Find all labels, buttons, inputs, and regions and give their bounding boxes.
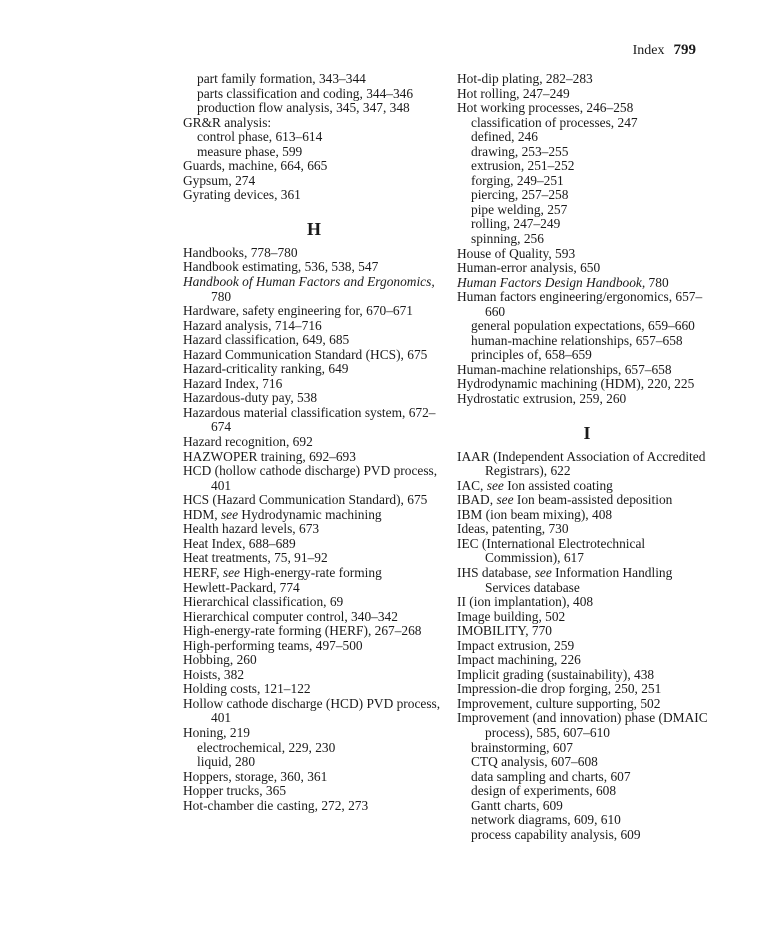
entry-text: IHS database,: [457, 564, 535, 580]
index-entry: [457, 566, 717, 595]
entry-text: forging, 249–251: [471, 172, 564, 188]
index-entry: [183, 639, 445, 654]
entry-text: IEC (International Electrotechnical Commission), 617: [457, 535, 649, 566]
index-entry: [183, 726, 445, 741]
index-entry: [183, 624, 445, 639]
index-entry: [457, 668, 717, 683]
index-entry: [457, 72, 717, 87]
index-subentry: [183, 130, 445, 145]
index-subentry: [457, 232, 717, 247]
index-column-right: [457, 72, 717, 842]
index-subentry: [457, 130, 717, 145]
index-entry: [457, 508, 717, 523]
header-label: Index: [632, 43, 665, 58]
entry-text: HAZWOPER training, 692–693: [183, 448, 356, 464]
index-entry: [183, 566, 445, 581]
index-subentry: [183, 87, 445, 102]
entry-text: spinning, 256: [471, 231, 544, 247]
entry-text: Hoists, 382: [183, 666, 245, 682]
index-subentry: [457, 770, 717, 785]
entry-text: Hoppers, storage, 360, 361: [183, 768, 328, 784]
index-entry: [457, 290, 717, 319]
entry-text: general population expectations, 659–660: [471, 318, 695, 334]
index-entry: [183, 464, 445, 493]
index-subentry: [183, 755, 445, 770]
entry-text: brainstorming, 607: [471, 739, 573, 755]
index-entry: [457, 682, 717, 697]
entry-text: Information Handling Services database: [485, 564, 676, 595]
index-entry: [183, 406, 445, 435]
entry-text: Impact extrusion, 259: [457, 637, 575, 653]
index-entry: [457, 639, 717, 654]
index-subentry: [457, 217, 717, 232]
entry-text: measure phase, 599: [197, 143, 303, 159]
index-entry: [183, 304, 445, 319]
index-entry: [183, 784, 445, 799]
entry-text: Hydrostatic extrusion, 259, 260: [457, 391, 627, 407]
index-subentry: [457, 174, 717, 189]
index-subentry: [457, 188, 717, 203]
entry-text: see: [496, 492, 514, 508]
index-entry: [183, 551, 445, 566]
entry-text: IAAR (Independent Association of Accredited Registrars), 622: [457, 448, 709, 479]
entry-text: defined, 246: [471, 129, 538, 145]
index-subentry: [457, 741, 717, 756]
index-entry: [183, 116, 445, 131]
entry-text: extrusion, 251–252: [471, 158, 575, 174]
entry-text: part family formation, 343–344: [197, 71, 366, 86]
entry-text: design of experiments, 608: [471, 783, 617, 799]
index-entry: [183, 188, 445, 203]
index-entry: [457, 522, 717, 537]
index-entry: [183, 246, 445, 261]
index-entry: [183, 493, 445, 508]
entry-text: HCD (hollow cathode discharge) PVD process, 401: [183, 463, 441, 493]
index-entry: [457, 247, 717, 262]
entry-text: see: [222, 564, 240, 580]
entry-text: Human-error analysis, 650: [457, 260, 601, 276]
entry-text: Gypsum, 274: [183, 172, 256, 188]
index-entry: [457, 711, 717, 740]
entry-text: Hazard analysis, 714–716: [183, 317, 322, 333]
index-entry: [183, 275, 445, 304]
index-entry: [457, 363, 717, 378]
index-entry: [183, 174, 445, 189]
entry-text: Human Factors Design Handbook,: [457, 274, 646, 290]
entry-text: Hopper trucks, 365: [183, 783, 287, 799]
entry-text: Gyrating devices, 361: [183, 187, 301, 203]
index-entry: [457, 610, 717, 625]
entry-text: 780: [645, 274, 669, 290]
entry-text: Ideas, patenting, 730: [457, 521, 569, 537]
index-entry: [183, 682, 445, 697]
index-entry: [183, 348, 445, 363]
entry-text: IMOBILITY, 770: [457, 623, 552, 639]
entry-text: Hierarchical computer control, 340–342: [183, 608, 398, 624]
entry-text: piercing, 257–258: [471, 187, 569, 203]
page-number: 799: [673, 42, 696, 58]
index-entry: [457, 697, 717, 712]
entry-text: drawing, 253–255: [471, 143, 569, 159]
index-subentry: [183, 72, 445, 87]
entry-text: Hazard Index, 716: [183, 375, 283, 391]
entry-text: IBAD,: [457, 492, 497, 508]
entry-text: classification of processes, 247: [471, 114, 638, 130]
entry-text: Impression-die drop forging, 250, 251: [457, 681, 662, 697]
entry-text: Hierarchical classification, 69: [183, 594, 344, 610]
entry-text: HDM,: [183, 506, 221, 522]
index-subentry: [183, 741, 445, 756]
index-subentry: [457, 145, 717, 160]
index-entry: [183, 770, 445, 785]
entry-text: II (ion implantation), 408: [457, 594, 594, 610]
index-subentry: [457, 813, 717, 828]
index-entry: [183, 595, 445, 610]
entry-text: House of Quality, 593: [457, 245, 576, 261]
entry-text: see: [534, 564, 552, 580]
index-subentry: [457, 784, 717, 799]
entry-text: Hazard recognition, 692: [183, 434, 313, 450]
index-entry: [183, 522, 445, 537]
entry-text: Hot-chamber die casting, 272, 273: [183, 797, 369, 813]
entry-text: Hydrodynamic machining (HDM), 220, 225: [457, 376, 695, 392]
entry-text: Impact machining, 226: [457, 652, 581, 668]
entry-text: pipe welding, 257: [471, 201, 568, 217]
entry-text: Handbook estimating, 536, 538, 547: [183, 259, 379, 275]
index-entry: [457, 537, 717, 566]
index-entry: [183, 260, 445, 275]
entry-text: control phase, 613–614: [197, 129, 323, 145]
entry-text: Handbooks, 778–780: [183, 244, 298, 260]
index-subentry: [457, 828, 717, 843]
index-subentry: [183, 101, 445, 116]
index-subentry: [457, 319, 717, 334]
entry-text: High-performing teams, 497–500: [183, 637, 363, 653]
entry-text: Improvement, culture supporting, 502: [457, 695, 661, 711]
entry-text: Improvement (and innovation) phase (DMAIC process), 585, 607–610: [457, 710, 712, 740]
index-entry: [457, 101, 717, 116]
index-entry: [457, 653, 717, 668]
entry-text: Hot rolling, 247–249: [457, 85, 570, 101]
index-entry: [183, 450, 445, 465]
index-subentry: [457, 159, 717, 174]
running-header: [633, 40, 696, 61]
entry-text: IAC,: [457, 477, 487, 493]
entry-text: Human factors engineering/ergonomics, 657–660: [457, 289, 703, 319]
entry-text: 780: [211, 274, 439, 304]
entry-text: IBM (ion beam mixing), 408: [457, 506, 613, 522]
index-entry: [183, 610, 445, 625]
entry-text: Hazard-criticality ranking, 649: [183, 361, 349, 377]
entry-text: HERF,: [183, 564, 223, 580]
index-entry: [183, 653, 445, 668]
index-entry: [457, 450, 717, 479]
index-entry: [457, 624, 717, 639]
entry-text: electrochemical, 229, 230: [197, 739, 336, 755]
entry-text: Hollow cathode discharge (HCD) PVD process, 401: [183, 695, 444, 726]
index-entry: [183, 333, 445, 348]
index-entry: [183, 391, 445, 406]
entry-text: liquid, 280: [197, 754, 256, 770]
index-entry: [183, 799, 445, 814]
index-subentry: [457, 116, 717, 131]
entry-text: Hobbing, 260: [183, 652, 257, 668]
entry-text: Ion beam-assisted deposition: [513, 492, 673, 508]
entry-text: Honing, 219: [183, 724, 250, 740]
entry-text: Hot working processes, 246–258: [457, 100, 634, 116]
index-entry: [183, 435, 445, 450]
entry-text: production flow analysis, 345, 347, 348: [197, 100, 410, 116]
index-entry: [183, 377, 445, 392]
section-letter-heading: I: [583, 422, 591, 443]
entry-text: Holding costs, 121–122: [183, 681, 311, 697]
entry-text: Health hazard levels, 673: [183, 521, 320, 537]
index-subentry: [183, 145, 445, 160]
section-letter-heading: H: [306, 218, 321, 239]
index-entry: [457, 392, 717, 407]
entry-text: GR&R analysis:: [183, 114, 272, 130]
entry-text: Hazard Communication Standard (HCS), 675: [183, 346, 428, 362]
entry-text: Implicit grading (sustainability), 438: [457, 666, 655, 682]
entry-text: parts classification and coding, 344–346: [197, 85, 414, 101]
index-entry: [457, 377, 717, 392]
entry-text: principles of, 658–659: [471, 347, 592, 363]
entry-text: Handbook of Human Factors and Ergonomics,: [183, 274, 435, 290]
index-subentry: [457, 348, 717, 363]
entry-text: Heat Index, 688–689: [183, 535, 296, 551]
index-entry: [457, 87, 717, 102]
index-subentry: [457, 203, 717, 218]
index-entry: [457, 276, 717, 291]
index-entry: [183, 159, 445, 174]
entry-text: Heat treatments, 75, 91–92: [183, 550, 328, 566]
entry-text: CTQ analysis, 607–608: [471, 754, 598, 770]
index-column-left: [183, 72, 445, 813]
entry-text: HCS (Hazard Communication Standard), 675: [183, 492, 428, 508]
entry-text: Guards, machine, 664, 665: [183, 158, 328, 174]
entry-text: human-machine relationships, 657–658: [471, 332, 683, 348]
index-entry: [457, 595, 717, 610]
entry-text: network diagrams, 609, 610: [471, 812, 621, 828]
entry-text: Image building, 502: [457, 608, 566, 624]
index-entry: [457, 493, 717, 508]
entry-text: Ion assisted coating: [503, 477, 613, 493]
index-subentry: [457, 755, 717, 770]
index-entry: [183, 537, 445, 552]
entry-text: process capability analysis, 609: [471, 826, 641, 842]
entry-text: Hydrodynamic machining: [238, 506, 382, 522]
entry-text: Hot-dip plating, 282–283: [457, 71, 593, 86]
entry-text: data sampling and charts, 607: [471, 768, 631, 784]
index-entry: [183, 697, 445, 726]
index-entry: [183, 668, 445, 683]
entry-text: rolling, 247–249: [471, 216, 561, 232]
entry-text: Hazardous material classification system, 672–674: [183, 404, 436, 435]
index-subentry: [457, 334, 717, 349]
index-entry: [457, 479, 717, 494]
entry-text: see: [486, 477, 504, 493]
entry-text: High-energy-rate forming: [239, 564, 382, 580]
entry-text: Gantt charts, 609: [471, 797, 563, 813]
index-entry: [183, 581, 445, 596]
entry-text: Hazardous-duty pay, 538: [183, 390, 318, 406]
index-entry: [183, 319, 445, 334]
entry-text: Hazard classification, 649, 685: [183, 332, 350, 348]
index-entry: [183, 508, 445, 523]
entry-text: Hewlett-Packard, 774: [183, 579, 300, 595]
entry-text: High-energy-rate forming (HERF), 267–268: [183, 623, 422, 639]
entry-text: Hardware, safety engineering for, 670–671: [183, 303, 413, 319]
index-subentry: [457, 799, 717, 814]
entry-text: Human-machine relationships, 657–658: [457, 361, 672, 377]
index-entry: [183, 362, 445, 377]
index-entry: [457, 261, 717, 276]
entry-text: see: [220, 506, 239, 522]
